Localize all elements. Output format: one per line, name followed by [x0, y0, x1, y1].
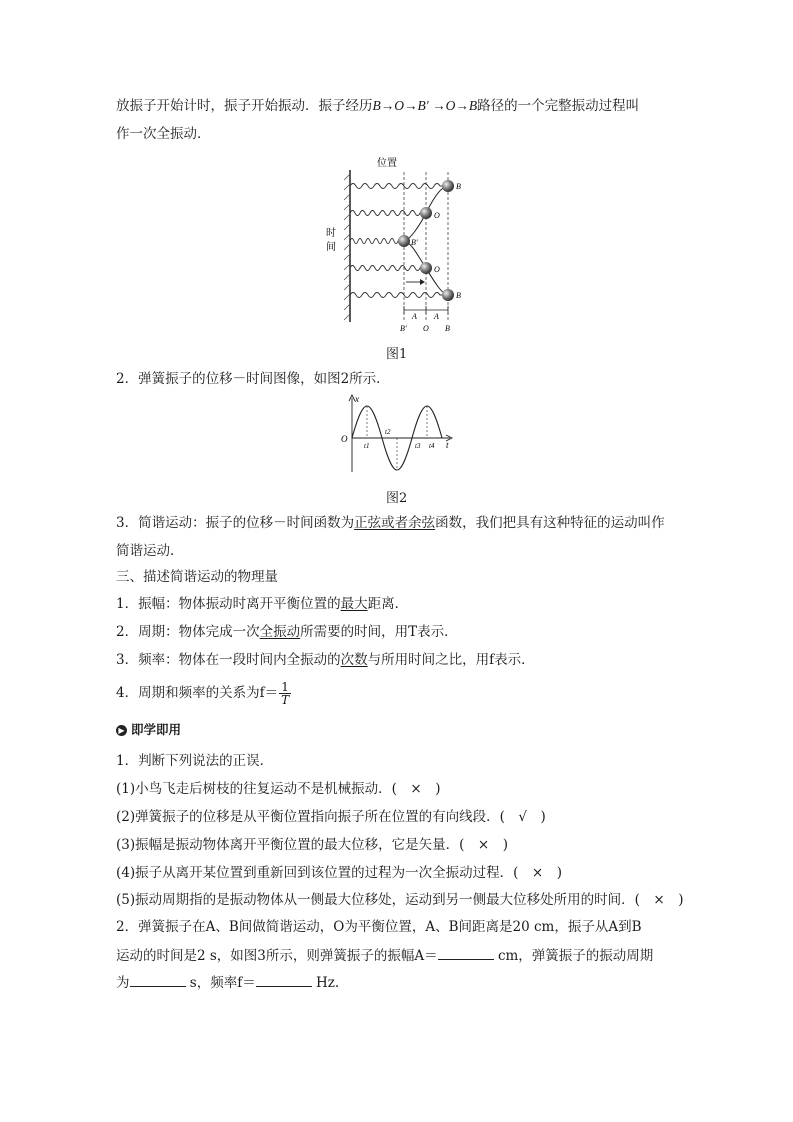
def-period-prefix: 2．周期：物体完成一次 [116, 624, 260, 640]
q2-line-3-c: Hz. [311, 975, 340, 991]
def-frequency [116, 650, 535, 670]
item-3-underlined: 正弦或者余弦 [354, 515, 436, 531]
intro-line-2: 作一次全振动． [116, 126, 211, 142]
amplitude-answer-blank[interactable] [438, 945, 494, 960]
fig2-tick-t2: t2 [385, 428, 391, 436]
fig1-bottom-label-1: O [423, 324, 429, 333]
def-frequency-suffix: 与所用时间之比，用f表示． [367, 652, 535, 668]
q2-line-1: 2．弹簧振子在A、B间做简谐运动，O为平衡位置，A、B间距离是20 cm，振子从A到B [116, 919, 642, 935]
item-4-relation [116, 681, 291, 706]
fig2-axis-x: x [355, 394, 359, 404]
def-amplitude [116, 594, 408, 614]
fig2-axis-t: t [446, 440, 449, 450]
def-period [116, 622, 458, 642]
q1-item-2: (2)弹簧振子的位移是从平衡位置指向振子所在位置的有向线段．( √ ) [116, 809, 546, 825]
section-3-title: 三、描述简谐运动的物理量 [116, 569, 278, 585]
fig1-ball-label-2: B′ [411, 238, 418, 247]
intro-text-b: 路径的一个完整振动过程叫 [477, 98, 640, 114]
item-3-line-2: 简谐运动． [116, 543, 184, 559]
q1-item-3: (3)振幅是振动物体离开平衡位置的最大位移，它是矢量．( × ) [116, 837, 508, 853]
practice-title: 即学即用 [131, 722, 182, 737]
def-frequency-underlined: 次数 [340, 652, 368, 668]
fig2-tick-t4: t4 [429, 442, 435, 450]
def-amplitude-suffix: 距离． [367, 596, 409, 612]
def-period-suffix: 所需要的时间，用T表示． [300, 624, 458, 640]
item-4-fraction-den: T [281, 693, 290, 707]
fig1-amp-label-1: A [434, 312, 439, 321]
period-answer-blank[interactable] [130, 972, 186, 987]
q1-title: 1．判断下列说法的正误． [116, 753, 274, 769]
fig1-ball-label-0: B [456, 182, 461, 191]
fig1-time-label-1: 时 [326, 228, 336, 239]
fig2-origin: O [341, 434, 348, 444]
q1-item-1: (1)小鸟飞走后树枝的往复运动不是机械振动．( × ) [116, 781, 441, 797]
item-4-fraction [279, 681, 291, 706]
figure-1-caption: 图1 [386, 347, 408, 362]
def-period-underlined: 全振动 [259, 624, 301, 640]
q2-line-2-a: 运动的时间是2 s，如图3所示，则弹簧振子的振幅A＝ [116, 948, 438, 964]
q2-line-3 [116, 972, 339, 993]
item-4-fraction-num: 1 [279, 681, 291, 694]
def-amplitude-prefix: 1．振幅：物体振动时离开平衡位置的 [116, 596, 341, 612]
item-3-suffix: 函数，我们把具有这种特征的运动叫作 [435, 515, 665, 531]
fig1-ball-label-1: O [434, 211, 440, 220]
q1-item-5: (5)振动周期指的是振动物体从一侧最大位移处，运动到另一侧最大位移处所用的时间．( × ) [116, 892, 684, 908]
intro-line-1 [116, 96, 639, 116]
fig1-ball-label-4: B [456, 291, 461, 300]
fig1-bottom-label-2: B [445, 324, 450, 333]
fig2-tick-t3: t3 [415, 442, 421, 450]
fig1-time-label-2: 间 [326, 242, 336, 253]
item-4-text: 4．周期和频率的关系为f＝ [116, 685, 279, 701]
intro-path: B→O→B′ →O→B [372, 98, 478, 113]
fig2-tick-t1: t1 [364, 442, 370, 450]
def-frequency-prefix: 3．频率：物体在一段时间内全振动的 [116, 652, 341, 668]
item-3-line-1 [116, 513, 665, 533]
item-3-prefix: 3．简谐运动：振子的位移－时间函数为 [116, 515, 355, 531]
fig1-ball-label-3: O [434, 265, 440, 274]
fig1-amp-label-0: A [412, 312, 417, 321]
def-amplitude-underlined: 最大 [340, 596, 368, 612]
q2-line-3-b: s，频率f＝ [185, 975, 256, 991]
play-circle-icon: ▶ [116, 725, 127, 736]
figure-2-displacement-graph [338, 392, 458, 477]
practice-heading [116, 720, 181, 740]
q2-line-2-b: cm，弹簧振子的振动周期 [493, 948, 654, 964]
item-2-text: 2．弹簧振子的位移－时间图像，如图2所示． [116, 371, 390, 387]
figure-1-spring-diagram [320, 150, 480, 340]
figure-2-caption: 图2 [386, 491, 408, 506]
q2-line-3-a: 为 [116, 975, 130, 991]
fig1-position-label: 位置 [377, 158, 397, 169]
q2-line-2 [116, 945, 653, 966]
intro-text-a: 放振子开始计时，振子开始振动．振子经历 [116, 98, 373, 114]
frequency-answer-blank[interactable] [256, 972, 312, 987]
q1-item-4: (4)振子从离开某位置到重新回到该位置的过程为一次全振动过程．( × ) [116, 865, 562, 881]
fig1-bottom-label-0: B′ [400, 324, 407, 333]
